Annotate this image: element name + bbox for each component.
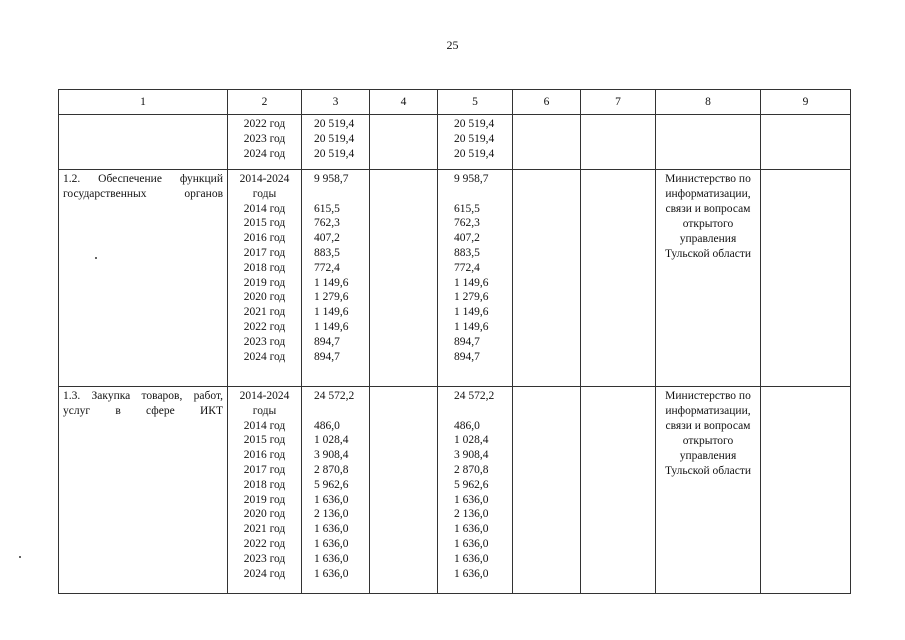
cell-col6 [513, 115, 581, 170]
cell-executor [656, 115, 761, 170]
cell-name [59, 115, 228, 170]
year-label: 2016 год [243, 232, 286, 245]
cell-col5 [438, 170, 513, 387]
year-label: 2023 год [243, 132, 286, 145]
year-label: 2019 год [243, 276, 286, 289]
amount: 1 636,0 [314, 552, 349, 565]
amount: 1 149,6 [454, 276, 489, 289]
cell-col5 [438, 115, 513, 170]
amount [438, 404, 512, 419]
amount: 2 870,8 [454, 463, 489, 476]
amount: 2 870,8 [314, 463, 349, 476]
year-label: 2014 год [243, 419, 286, 432]
amount: 1 279,6 [454, 291, 489, 304]
amount: 24 572,2 [314, 390, 355, 402]
amount: 1 028,4 [454, 434, 489, 447]
amount: 1 149,6 [314, 320, 349, 333]
amount: 1 636,0 [454, 537, 489, 550]
year-label: 2021 год [243, 306, 286, 319]
amount: 883,5 [454, 246, 480, 259]
amount: 3 908,4 [314, 449, 349, 462]
cell-col3 [302, 387, 370, 594]
cell-col7 [581, 115, 656, 170]
year-label: 2022 год [243, 537, 286, 550]
year-label: 2015 год [243, 217, 286, 230]
header-row [59, 90, 851, 115]
year-label: 2024 год [243, 350, 286, 363]
amount: 2 136,0 [454, 508, 489, 521]
amount: 1 636,0 [314, 523, 349, 536]
amount [302, 187, 369, 202]
amount: 20 519,4 [454, 118, 495, 130]
amount: 1 149,6 [454, 306, 489, 319]
amount: 1 149,6 [314, 276, 349, 289]
year-label: годы [252, 404, 277, 417]
cell-col6 [513, 170, 581, 387]
header-col-5: 5 [438, 90, 513, 115]
amount: 486,0 [314, 419, 340, 432]
cell-col9 [761, 387, 851, 594]
year-label: 2023 год [243, 552, 286, 565]
cell-col4 [370, 387, 438, 594]
amount: 3 908,4 [454, 449, 489, 462]
header-col-9: 9 [761, 90, 851, 115]
amount [302, 404, 369, 419]
cell-years [228, 115, 302, 170]
amount: 762,3 [314, 217, 340, 230]
year-label: 2014-2024 [239, 173, 290, 185]
header-col-3: 3 [302, 90, 370, 115]
amount: 1 028,4 [314, 434, 349, 447]
amount: 1 636,0 [454, 523, 489, 536]
scan-speck [95, 257, 97, 259]
amount: 894,7 [454, 335, 480, 348]
year-label: 2017 год [243, 463, 286, 476]
scan-speck [19, 556, 21, 558]
cell-col5 [438, 387, 513, 594]
amount: 883,5 [314, 246, 340, 259]
year-label: 2017 год [243, 246, 286, 259]
cell-col4 [370, 170, 438, 387]
header-col-8: 8 [656, 90, 761, 115]
cell-years [228, 387, 302, 594]
header-col-6: 6 [513, 90, 581, 115]
amount: 5 962,6 [454, 478, 489, 491]
year-label: годы [252, 187, 277, 200]
amount: 1 149,6 [314, 306, 349, 319]
amount: 762,3 [454, 217, 480, 230]
cell-col9 [761, 115, 851, 170]
amount: 1 636,0 [314, 493, 349, 506]
amount: 9 958,7 [314, 173, 349, 185]
year-label: 2018 год [243, 478, 286, 491]
cell-col3 [302, 115, 370, 170]
amount: 1 636,0 [314, 537, 349, 550]
year-label: 2020 год [243, 508, 286, 521]
cell-col4 [370, 115, 438, 170]
amount: 1 636,0 [454, 552, 489, 565]
year-label: 2014-2024 [239, 390, 290, 402]
cell-executor: Министерство по информатизации, связи и вопросам открытого управления Тульской области [656, 387, 761, 594]
cell-col7 [581, 170, 656, 387]
amount: 1 279,6 [314, 291, 349, 304]
amount: 615,5 [314, 202, 340, 215]
cell-years [228, 170, 302, 387]
table-row-continuation [59, 115, 851, 170]
amount: 20 519,4 [454, 132, 495, 145]
cell-executor: Министерство по информатизации, связи и вопросам открытого управления Тульской области [656, 170, 761, 387]
cell-col6 [513, 387, 581, 594]
amount: 2 136,0 [314, 508, 349, 521]
amount: 1 636,0 [454, 567, 489, 580]
year-label: 2016 год [243, 449, 286, 462]
cell-name: 1.2. Обеспечение функций государственных органов [59, 170, 228, 387]
year-label: 2021 год [243, 523, 286, 536]
amount: 20 519,4 [314, 132, 355, 145]
amount: 407,2 [314, 232, 340, 245]
amount: 894,7 [454, 350, 480, 363]
amount: 615,5 [454, 202, 480, 215]
year-label: 2014 год [243, 202, 286, 215]
cell-col7 [581, 387, 656, 594]
amount: 20 519,4 [314, 147, 355, 160]
year-label: 2022 год [243, 320, 286, 333]
cell-name: 1.3. Закупка товаров, работ, услуг в сфере ИКТ [59, 387, 228, 594]
amount: 24 572,2 [454, 390, 495, 402]
amount: 5 962,6 [314, 478, 349, 491]
amount: 1 149,6 [454, 320, 489, 333]
amount: 772,4 [314, 261, 340, 274]
table-row-1-3 [59, 387, 851, 594]
header-col-1: 1 [59, 90, 228, 115]
year-label: 2018 год [243, 261, 286, 274]
amount: 772,4 [454, 261, 480, 274]
amount: 894,7 [314, 335, 340, 348]
amount: 20 519,4 [454, 147, 495, 160]
amount: 20 519,4 [314, 118, 355, 130]
amount: 9 958,7 [454, 173, 489, 185]
table-row-1-2 [59, 170, 851, 387]
amount: 1 636,0 [454, 493, 489, 506]
budget-table [58, 89, 851, 594]
year-label: 2023 год [243, 335, 286, 348]
amount: 894,7 [314, 350, 340, 363]
year-label: 2024 год [243, 567, 286, 580]
header-col-4: 4 [370, 90, 438, 115]
year-label: 2015 год [243, 434, 286, 447]
year-label: 2024 год [243, 147, 286, 160]
cell-col3 [302, 170, 370, 387]
year-label: 2020 год [243, 291, 286, 304]
amount: 1 636,0 [314, 567, 349, 580]
header-col-2: 2 [228, 90, 302, 115]
amount: 407,2 [454, 232, 480, 245]
amount [438, 187, 512, 202]
page-number: 25 [446, 38, 459, 52]
header-col-7: 7 [581, 90, 656, 115]
cell-col9 [761, 170, 851, 387]
amount: 486,0 [454, 419, 480, 432]
year-label: 2022 год [243, 118, 286, 130]
year-label: 2019 год [243, 493, 286, 506]
